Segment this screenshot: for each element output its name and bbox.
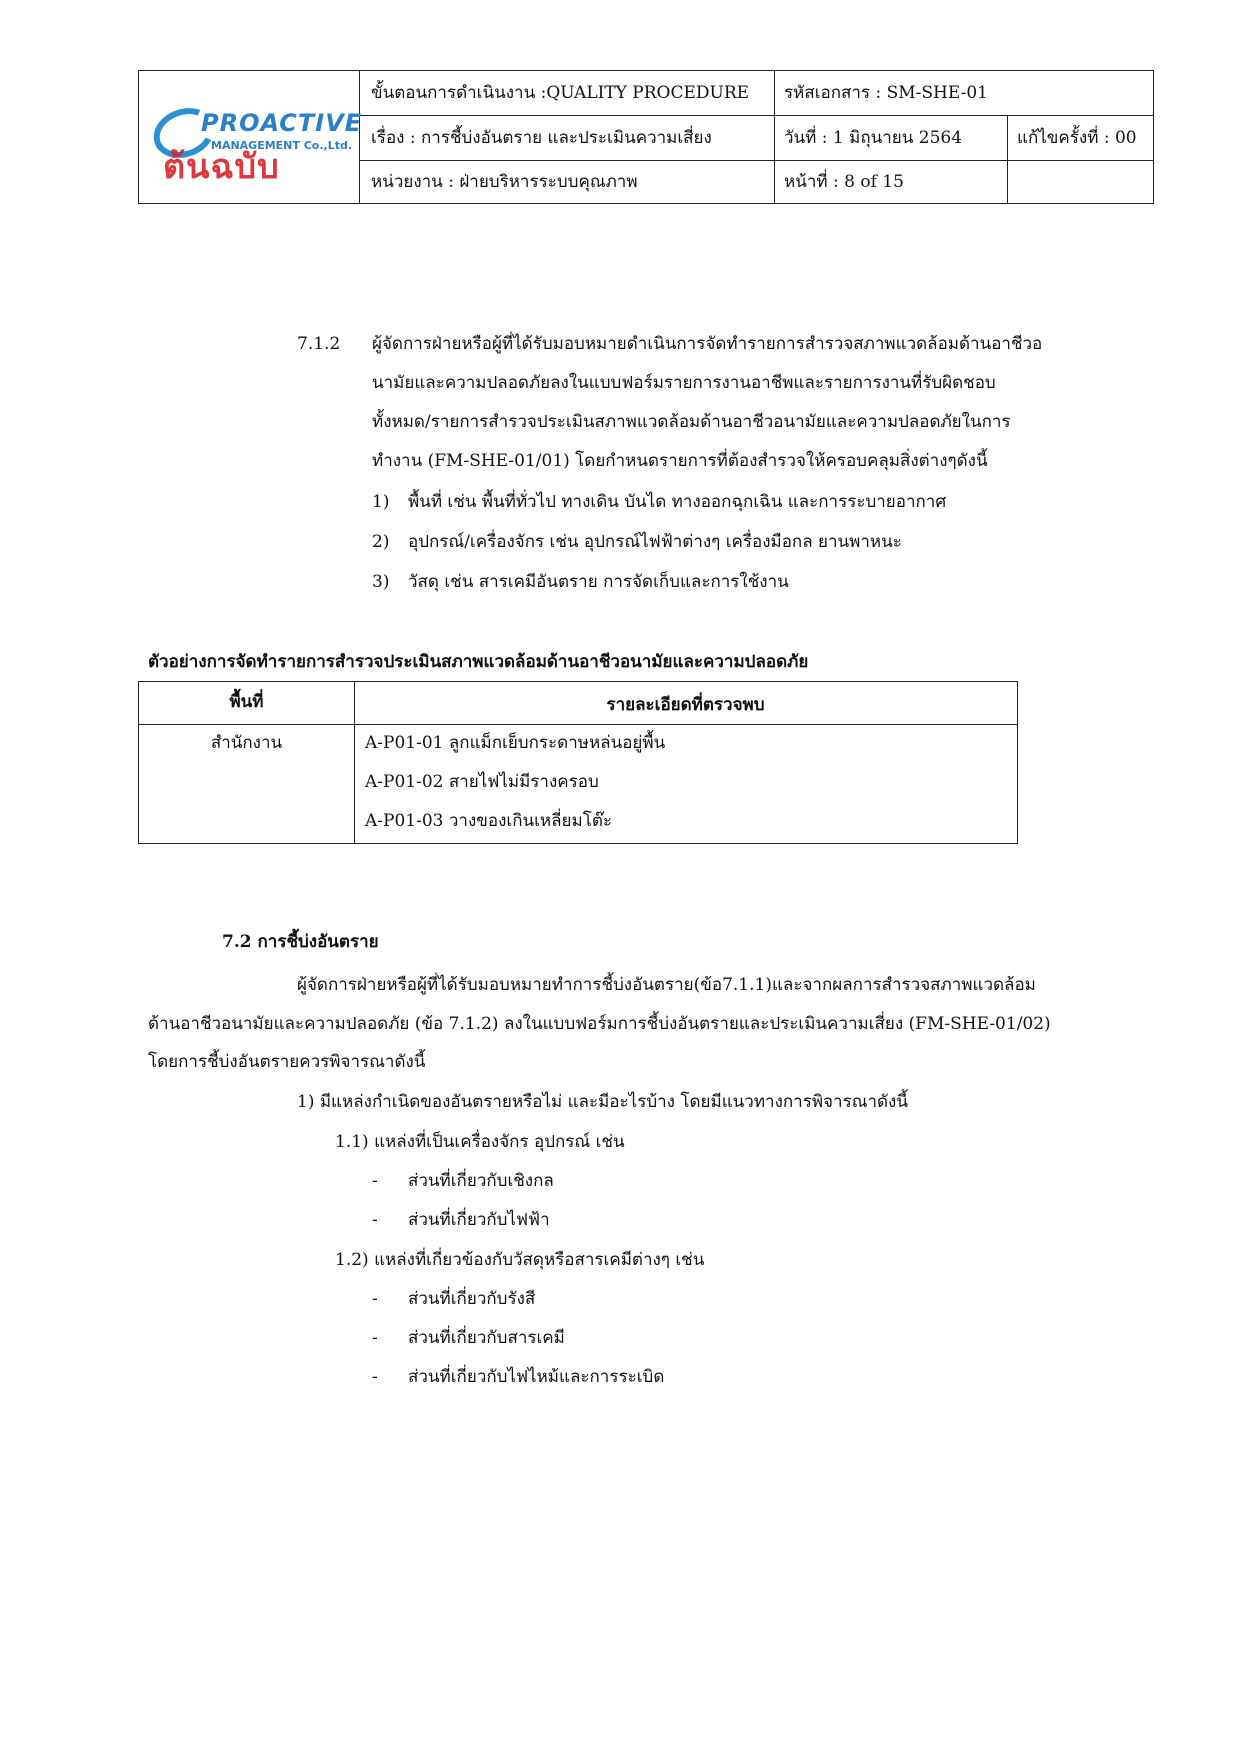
sub-list-item: ส่วนที่เกี่ยวกับไฟฟ้า: [408, 1210, 550, 1230]
document-header: [138, 70, 1154, 204]
logo-company: MANAGEMENT Co.,Ltd.: [211, 139, 353, 152]
paragraph-line: ทั้งหมด/รายการสำรวจประเมินสภาพแวดล้อมด้านอาชีวอนามัยและความปลอดภัยในการ: [372, 412, 1011, 432]
table-divider: [139, 724, 1017, 725]
header-divider: [359, 71, 360, 203]
list-item: วัสดุ เช่น สารเคมีอันตราย การจัดเก็บและการใช้งาน: [408, 572, 789, 592]
company-logo: [153, 101, 363, 187]
list-item-number: 2): [372, 532, 390, 552]
original-stamp: ต้นฉบับ: [163, 147, 280, 187]
header-divider: [1007, 115, 1008, 203]
doc-subject: เรื่อง : การชี้บ่งอันตราย และประเมินความเสี่ยง: [371, 128, 712, 148]
list-item: พื้นที่ เช่น พื้นที่ทั่วไป ทางเดิน บันได ทางออกฉุกเฉิน และการระบายอากาศ: [408, 492, 947, 512]
paragraph-line: ด้านอาชีวอนามัยและความปลอดภัย (ข้อ 7.1.2) ลงในแบบฟอร์มการชี้บ่งอันตรายและประเมินความเสี่ยง (FM-SHE-01/02): [148, 1014, 1051, 1034]
bullet: -: [372, 1328, 378, 1348]
paragraph-line: นามัยและความปลอดภัยลงในแบบฟอร์มรายการงานอาชีพและรายการงานที่รับผิดชอบ: [372, 373, 996, 393]
bullet: -: [372, 1171, 378, 1191]
paragraph-line: ผู้จัดการฝ่ายหรือผู้ที่ได้รับมอบหมายดำเนินการจัดทำรายการสำรวจสภาพแวดล้อมด้านอาชีวอ: [372, 334, 1043, 354]
column-header-detail: รายละเอียดที่ตรวจพบ: [606, 695, 765, 715]
paragraph-line: ผู้จัดการฝ่ายหรือผู้ที่ได้รับมอบหมายทำการชี้บ่งอันตราย(ข้อ7.1.1)และจากผลการสำรวจสภาพแวดล้อม: [297, 975, 1036, 995]
paragraph-line: ทำงาน (FM-SHE-01/01) โดยกำหนดรายการที่ต้องสำรวจให้ครอบคลุมสิ่งต่างๆดังนี้: [372, 451, 988, 471]
list-item: อุปกรณ์/เครื่องจักร เช่น อุปกรณ์ไฟฟ้าต่างๆ เครื่องมือกล ยานพาหนะ: [408, 532, 902, 552]
list-item-number: 1): [372, 492, 390, 512]
sub-list-item: ส่วนที่เกี่ยวกับรังสี: [408, 1289, 536, 1309]
survey-example-table: [138, 681, 1018, 844]
paragraph-line: โดยการชี้บ่งอันตรายควรพิจารณาดังนี้: [148, 1052, 426, 1072]
doc-revision: แก้ไขครั้งที่ : 00: [1017, 128, 1137, 148]
sub-heading: 1.1) แหล่งที่เป็นเครื่องจักร อุปกรณ์ เช่น: [335, 1132, 625, 1152]
doc-code: รหัสเอกสาร : SM-SHE-01: [784, 83, 988, 103]
list-item: 1) มีแหล่งกำเนิดของอันตรายหรือไม่ และมีอะไรบ้าง โดยมีแนวทางการพิจารณาดังนี้: [297, 1092, 908, 1112]
bullet: -: [372, 1289, 378, 1309]
bullet: -: [372, 1210, 378, 1230]
sub-heading: 1.2) แหล่งที่เกี่ยวข้องกับวัสดุหรือสารเคมีต่างๆ เช่น: [335, 1250, 705, 1270]
detail-item: A-P01-02 สายไฟไม่มีรางครอบ: [365, 772, 599, 792]
sub-list-item: ส่วนที่เกี่ยวกับไฟไหม้และการระเบิด: [408, 1367, 665, 1387]
detail-item: A-P01-01 ลูกแม็กเย็บกระดาษหล่นอยู่พื้น: [365, 733, 666, 753]
section-number: 7.1.2: [297, 334, 341, 354]
page-number: หน้าที่ : 8 of 15: [784, 172, 904, 192]
bullet: -: [372, 1367, 378, 1387]
header-divider: [359, 115, 1153, 116]
area-cell: สำนักงาน: [210, 733, 283, 753]
logo-brand: PROACTIVE: [201, 109, 363, 137]
header-divider: [774, 71, 775, 203]
list-item-number: 3): [372, 572, 390, 592]
sub-list-item: ส่วนที่เกี่ยวกับสารเคมี: [408, 1328, 565, 1348]
doc-date: วันที่ : 1 มิถุนายน 2564: [784, 128, 963, 148]
procedure-title: ขั้นตอนการดำเนินงาน :QUALITY PROCEDURE: [371, 83, 750, 103]
detail-item: A-P01-03 วางของเกินเหลี่ยมโต๊ะ: [365, 811, 613, 831]
section-heading: 7.2 การชี้บ่งอันตราย: [222, 932, 379, 952]
example-title: ตัวอย่างการจัดทำรายการสำรวจประเมินสภาพแวดล้อมด้านอาชีวอนามัยและความปลอดภัย: [148, 652, 809, 672]
column-header-area: พื้นที่: [229, 692, 264, 712]
doc-department: หน่วยงาน : ฝ่ายบริหารระบบคุณภาพ: [371, 172, 638, 192]
sub-list-item: ส่วนที่เกี่ยวกับเชิงกล: [408, 1171, 554, 1191]
header-divider: [359, 160, 1153, 161]
